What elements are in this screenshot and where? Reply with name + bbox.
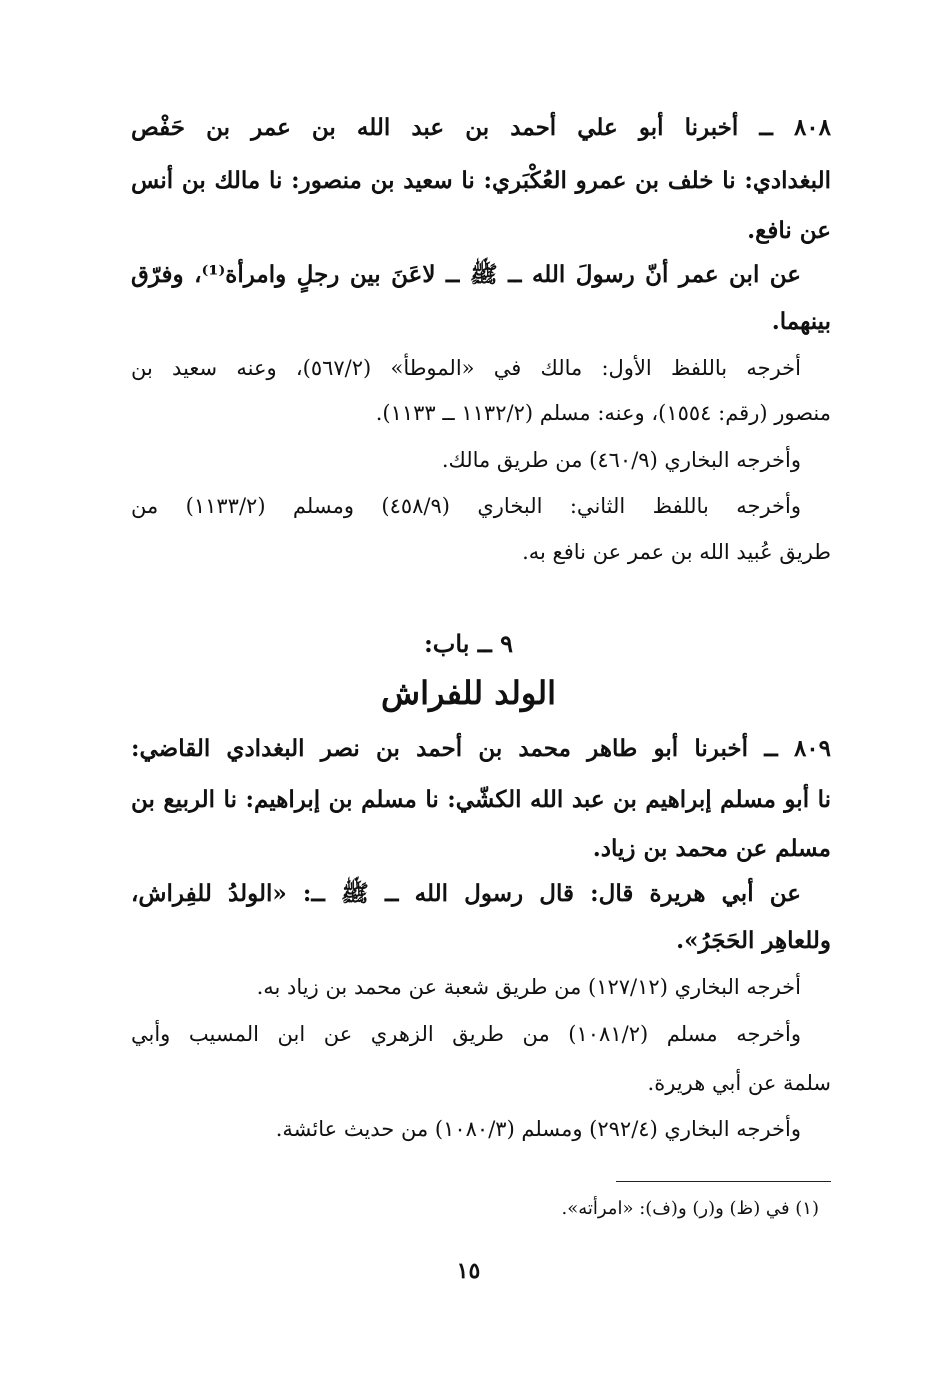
hadith-808-matn-line-2: بينهما. xyxy=(771,308,831,335)
hadith-809-line-2: نا أبو مسلم إبراهيم بن عبد الله الكشّي: نا مسلم بن إبراهيم: نا الربيع بن xyxy=(131,786,831,813)
hadith-809-line-1: ٨٠٩ ــ أخبرنا أبو طاهر محمد بن أحمد بن نصر البغدادي القاضي: xyxy=(131,735,831,762)
hadith-808-line-3: عن نافع. xyxy=(747,217,831,244)
chapter-number: ٩ ــ باب: xyxy=(423,629,514,658)
takhrij-809-line-4: وأخرجه البخاري (٢٩٢/٤) ومسلم (١٠٨٠/٣) من حديث عائشة. xyxy=(275,1117,801,1141)
takhrij-808-line-3: وأخرجه البخاري (٤٦٠/٩) من طريق مالك. xyxy=(441,448,801,472)
hadith-808-line-2: البغدادي: نا خلف بن عمرو العُكْبَري: نا سعيد بن منصور: نا مالك بن أنس xyxy=(131,167,831,194)
hadith-809-matn-line-2: وللعاهِر الحَجَرُ». xyxy=(676,927,831,954)
takhrij-808-line-5: طريق عُبيد الله بن عمر عن نافع به. xyxy=(522,540,831,564)
takhrij-808-line-1: أخرجه باللفظ الأول: مالك في «الموطأ» (٥٦٧/٢)، وعنه سعيد بن xyxy=(131,356,801,380)
hadith-809-matn-line-1: عن أبي هريرة قال: قال رسول الله ــ ﷺ ــ: «الولدُ للفِراش، xyxy=(131,880,801,907)
takhrij-809-line-3: سلمة عن أبي هريرة. xyxy=(647,1071,831,1095)
footnote-separator xyxy=(616,1181,831,1182)
chapter-title: الولد للفراش xyxy=(381,674,556,712)
page-number: ١٥ xyxy=(456,1258,481,1284)
hadith-808-line-1: ٨٠٨ ــ أخبرنا أبو علي أحمد بن عبد الله بن عمر بن حَفْص xyxy=(131,114,831,141)
takhrij-809-line-2: وأخرجه مسلم (١٠٨١/٢) من طريق الزهري عن ابن المسيب وأبي xyxy=(131,1022,801,1046)
hadith-808-matn-line-1: عن ابن عمر أنّ رسولَ الله ــ ﷺ ــ لاعَنَ بين رجلٍ وامرأة⁽¹⁾، وفرّق xyxy=(131,261,802,288)
takhrij-809-line-1: أخرجه البخاري (١٢٧/١٢) من طريق شعبة عن محمد بن زياد به. xyxy=(256,975,801,999)
takhrij-808-line-4: وأخرجه باللفظ الثاني: البخاري (٤٥٨/٩) ومسلم (١١٣٣/٢) من xyxy=(131,494,801,518)
footnote-1: (١) في (ظ) و(ر) و(ف): «امرأته». xyxy=(561,1198,819,1219)
hadith-809-line-3: مسلم عن محمد بن زياد. xyxy=(592,835,831,862)
takhrij-808-line-2: منصور (رقم: ١٥٥٤)، وعنه: مسلم (١١٣٢/٢ ــ ١١٣٣). xyxy=(375,401,831,425)
